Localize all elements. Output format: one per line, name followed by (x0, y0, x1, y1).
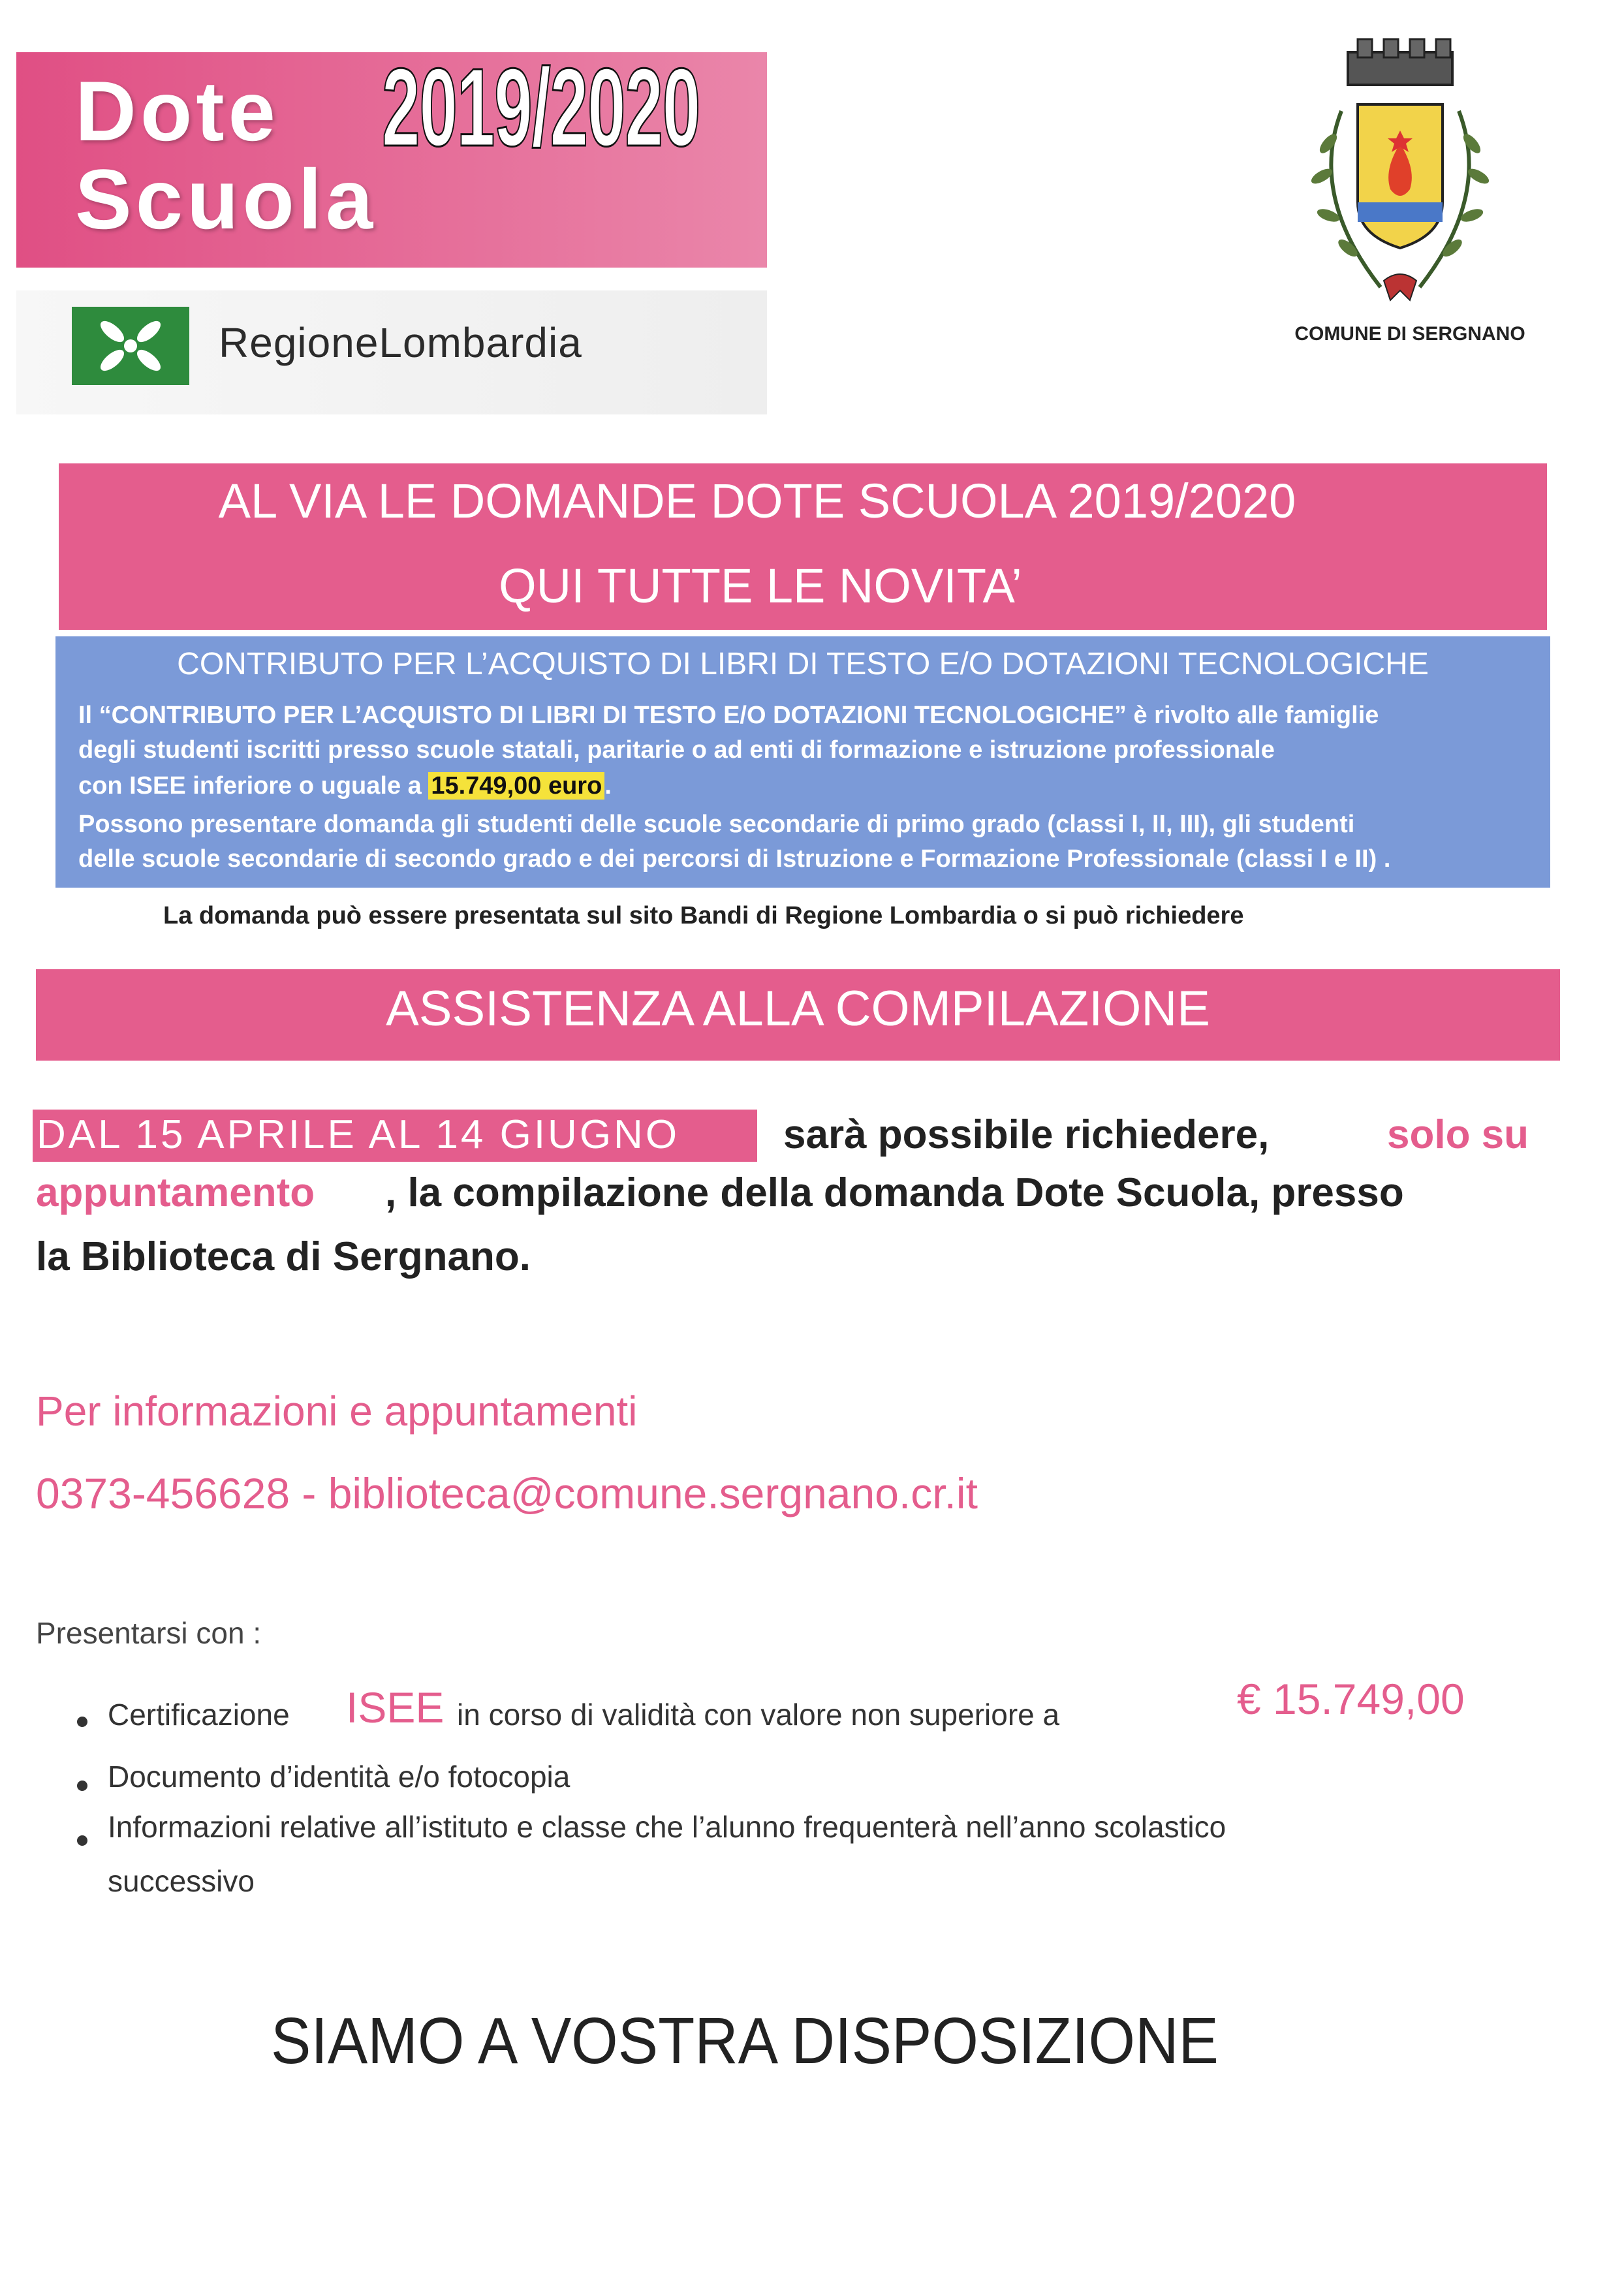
closing-statement: SIAMO A VOSTRA DISPOSIZIONE (271, 2004, 1219, 2077)
dates-text: DAL 15 APRILE AL 14 GIUGNO (37, 1112, 680, 1157)
application-note: La domanda può essere presentata sul sito Bandi di Regione Lombardia o si può richiedere (163, 902, 1244, 929)
headline-line-1: AL VIA LE DOMANDE DOTE SCUOLA 2019/2020 (218, 474, 1296, 528)
paragraph-line-2-pink: appuntamento (36, 1170, 315, 1215)
bullet-icon (77, 1781, 87, 1791)
assistance-title: ASSISTENZA ALLA COMPILAZIONE (386, 981, 1210, 1036)
requirement-3-text: Informazioni relative all’istituto e classe che l’alunno frequenterà nell’anno scolastico (108, 1810, 1226, 1844)
bullet-icon (77, 1835, 87, 1846)
requirement-3-text-cont: successivo (108, 1864, 255, 1898)
headline-line-2: QUI TUTTE LE NOVITA’ (499, 559, 1022, 613)
paragraph-line-3: la Biblioteca di Sergnano. (36, 1234, 531, 1279)
comune-name: COMUNE DI SERGNANO (1294, 323, 1525, 345)
paragraph-line-1: sarà possibile richiedere, (783, 1112, 1270, 1157)
isee-threshold-amount: 15.749,00 euro (428, 772, 604, 800)
requirement-2-text: Documento d’identità e/o fotocopia (108, 1760, 570, 1794)
comune-crest-icon (1296, 33, 1505, 313)
paragraph-line-1-pink: solo su (1387, 1112, 1529, 1157)
region-lombardia-name: RegioneLombardia (219, 319, 582, 366)
info-box-title: CONTRIBUTO PER L’ACQUISTO DI LIBRI DI TESTO E/O DOTAZIONI TECNOLOGICHE (177, 647, 1429, 681)
isee-threshold-prefix: con ISEE inferiore o uguale a (78, 772, 429, 800)
logo-year: 2019/2020 (382, 46, 700, 170)
contact-phone-email[interactable]: 0373-456628 - biblioteca@comune.sergnano.cr.it (36, 1469, 978, 1517)
requirements-label: Presentarsi con : (36, 1616, 262, 1650)
info-box-line-4: Possono presentare domanda gli studenti delle scuole secondarie di primo grado (classi I, II, III), gli studenti (78, 811, 1355, 838)
requirement-1-isee: ISEE (346, 1683, 445, 1732)
requirement-1-text: Certificazione (108, 1698, 290, 1732)
region-lombardia-icon (72, 307, 189, 385)
logo-word-scuola: Scuola (75, 151, 377, 247)
info-box-line-1: Il “CONTRIBUTO PER L’ACQUISTO DI LIBRI DI TESTO E/O DOTAZIONI TECNOLOGICHE” è rivolto alle famiglie (78, 702, 1379, 729)
requirement-1-amount: € 15.749,00 (1237, 1675, 1465, 1723)
contact-label: Per informazioni e appuntamenti (36, 1388, 638, 1435)
bullet-icon (77, 1717, 87, 1727)
logo-word-dote: Dote (75, 63, 279, 159)
isee-threshold-suffix: . (604, 772, 612, 800)
info-box-line-3 (78, 772, 612, 800)
info-box-line-2: degli studenti iscritti presso scuole statali, paritarie o ad enti di formazione e istruzione professionale (78, 736, 1275, 764)
info-box-line-5: delle scuole secondarie di secondo grado e dei percorsi di Istruzione e Formazione Professionale (classi I e II) . (78, 845, 1391, 873)
paragraph-line-2: , la compilazione della domanda Dote Scuola, presso (385, 1170, 1404, 1215)
requirement-1-detail: in corso di validità con valore non superiore a (457, 1698, 1060, 1732)
